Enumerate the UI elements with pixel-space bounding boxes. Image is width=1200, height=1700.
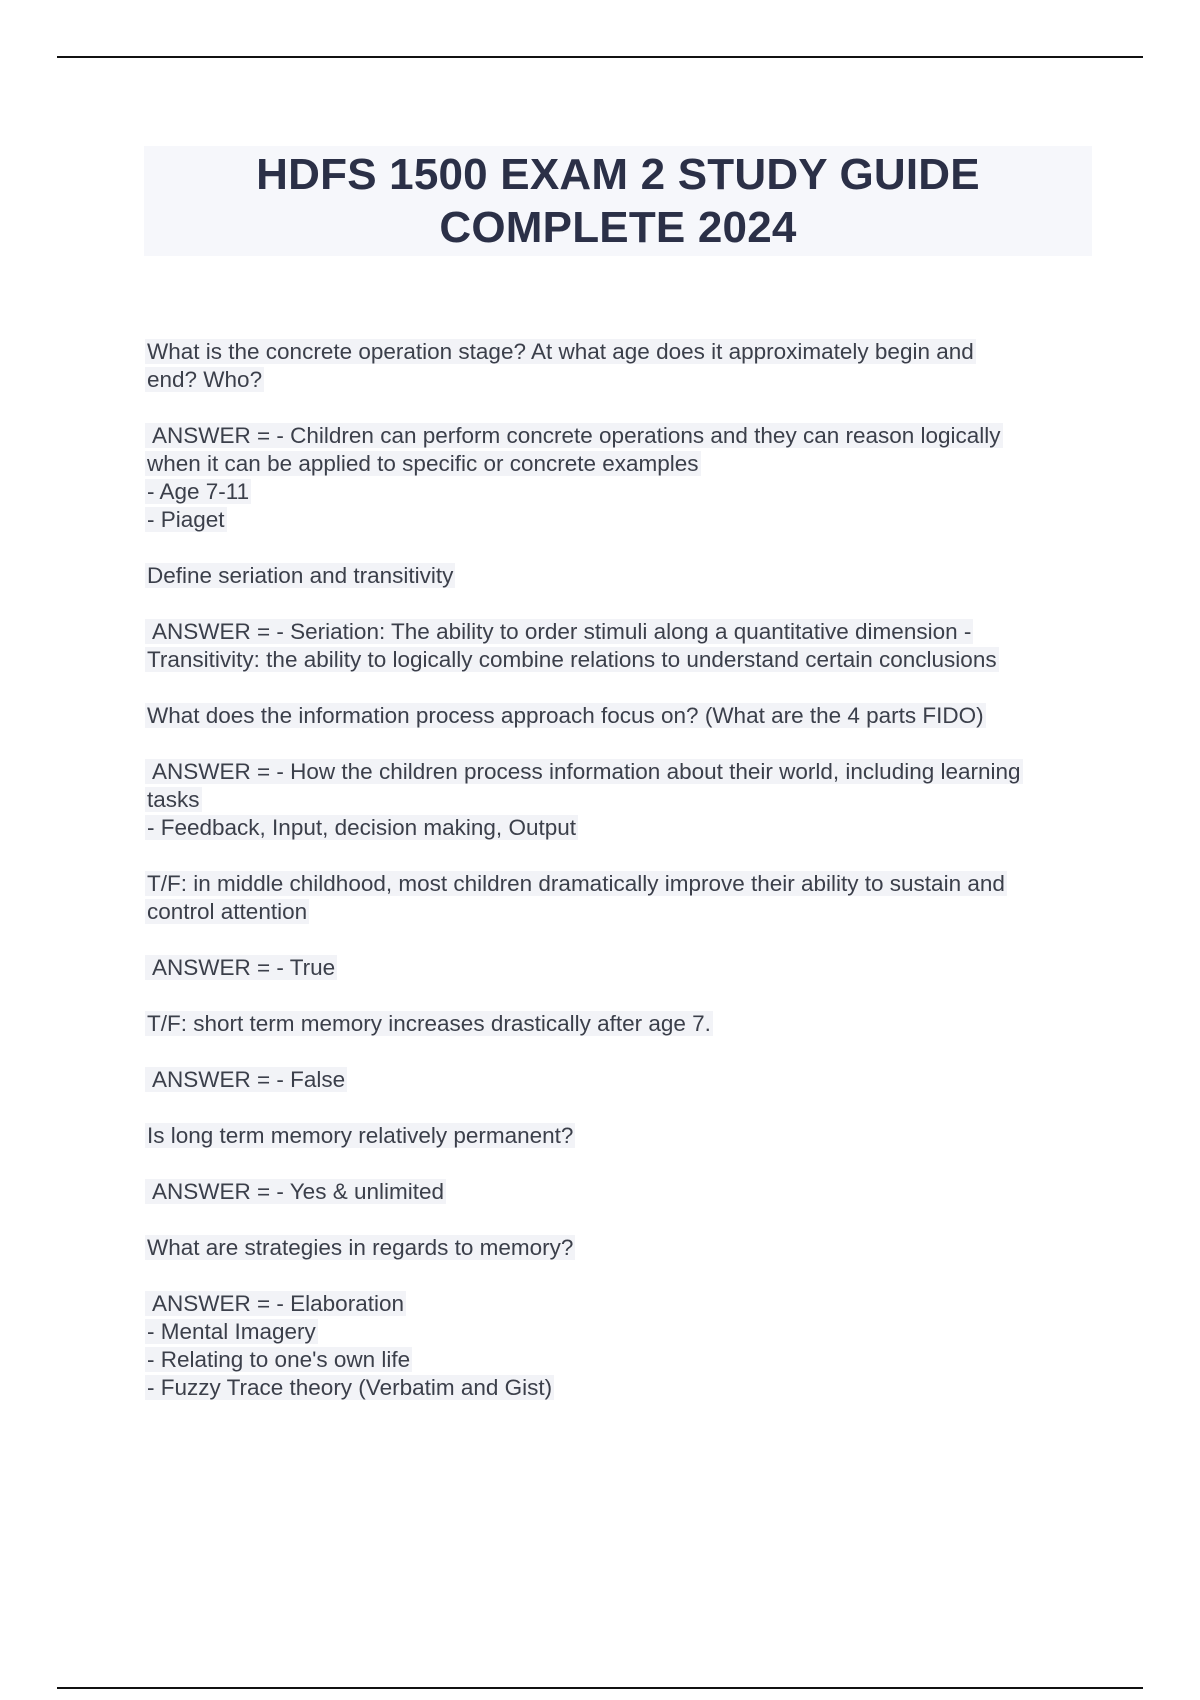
answer-line: - Age 7-11 bbox=[147, 479, 250, 504]
qa-item bbox=[145, 1234, 1095, 1402]
answer-line: - Relating to one's own life bbox=[147, 1347, 411, 1372]
qa-list bbox=[145, 338, 1095, 1402]
answer-line: tasks bbox=[147, 787, 200, 812]
qa-item bbox=[145, 1010, 1095, 1122]
document-title bbox=[256, 148, 980, 254]
answer-line: when it can be applied to specific or concrete examples bbox=[147, 451, 699, 476]
answer-line: - Fuzzy Trace theory (Verbatim and Gist) bbox=[147, 1375, 553, 1400]
answer-line: Transitivity: the ability to logically combine relations to understand certain conclusions bbox=[147, 647, 997, 672]
question bbox=[145, 702, 1095, 730]
question-line: What are strategies in regards to memory? bbox=[147, 1235, 574, 1260]
question-line: T/F: short term memory increases drastically after age 7. bbox=[147, 1011, 711, 1036]
question bbox=[145, 1234, 1095, 1262]
question bbox=[145, 338, 1095, 394]
qa-item bbox=[145, 870, 1095, 1010]
question-line: What does the information process approach focus on? (What are the 4 parts FIDO) bbox=[147, 703, 984, 728]
question-line: control attention bbox=[147, 899, 308, 924]
top-rule bbox=[57, 56, 1143, 58]
answer bbox=[145, 758, 1095, 842]
answer-line: ANSWER = - Elaboration bbox=[147, 1291, 404, 1316]
qa-item bbox=[145, 562, 1095, 702]
qa-item bbox=[145, 1122, 1095, 1234]
answer-line: ANSWER = - True bbox=[147, 955, 336, 980]
answer-line: - Feedback, Input, decision making, Output bbox=[147, 815, 576, 840]
answer bbox=[145, 1178, 1095, 1206]
question bbox=[145, 1122, 1095, 1150]
question-line: Is long term memory relatively permanent? bbox=[147, 1123, 574, 1148]
answer-line: ANSWER = - Yes & unlimited bbox=[147, 1179, 445, 1204]
question bbox=[145, 562, 1095, 590]
answer-line: ANSWER = - False bbox=[147, 1067, 346, 1092]
answer-line: - Mental Imagery bbox=[147, 1319, 316, 1344]
answer-line: ANSWER = - Children can perform concrete operations and they can reason logically bbox=[147, 423, 1001, 448]
question-line: T/F: in middle childhood, most children dramatically improve their ability to sustain and bbox=[147, 871, 1005, 896]
question-line: What is the concrete operation stage? At what age does it approximately begin and bbox=[147, 339, 974, 364]
question-line: Define seriation and transitivity bbox=[147, 563, 454, 588]
question-line: end? Who? bbox=[147, 367, 263, 392]
qa-item bbox=[145, 702, 1095, 870]
answer bbox=[145, 618, 1095, 674]
title-line-1: HDFS 1500 EXAM 2 STUDY GUIDE bbox=[256, 150, 980, 199]
answer-line: - Piaget bbox=[147, 507, 225, 532]
answer bbox=[145, 422, 1095, 534]
answer-line: ANSWER = - How the children process information about their world, including learning bbox=[147, 759, 1021, 784]
bottom-rule bbox=[57, 1687, 1143, 1689]
answer bbox=[145, 1290, 1095, 1402]
qa-item bbox=[145, 338, 1095, 562]
question bbox=[145, 1010, 1095, 1038]
answer bbox=[145, 954, 1095, 982]
answer-line: ANSWER = - Seriation: The ability to order stimuli along a quantitative dimension - bbox=[147, 619, 972, 644]
answer bbox=[145, 1066, 1095, 1094]
title-banner bbox=[144, 146, 1092, 256]
question bbox=[145, 870, 1095, 926]
title-line-2: COMPLETE 2024 bbox=[439, 203, 797, 252]
